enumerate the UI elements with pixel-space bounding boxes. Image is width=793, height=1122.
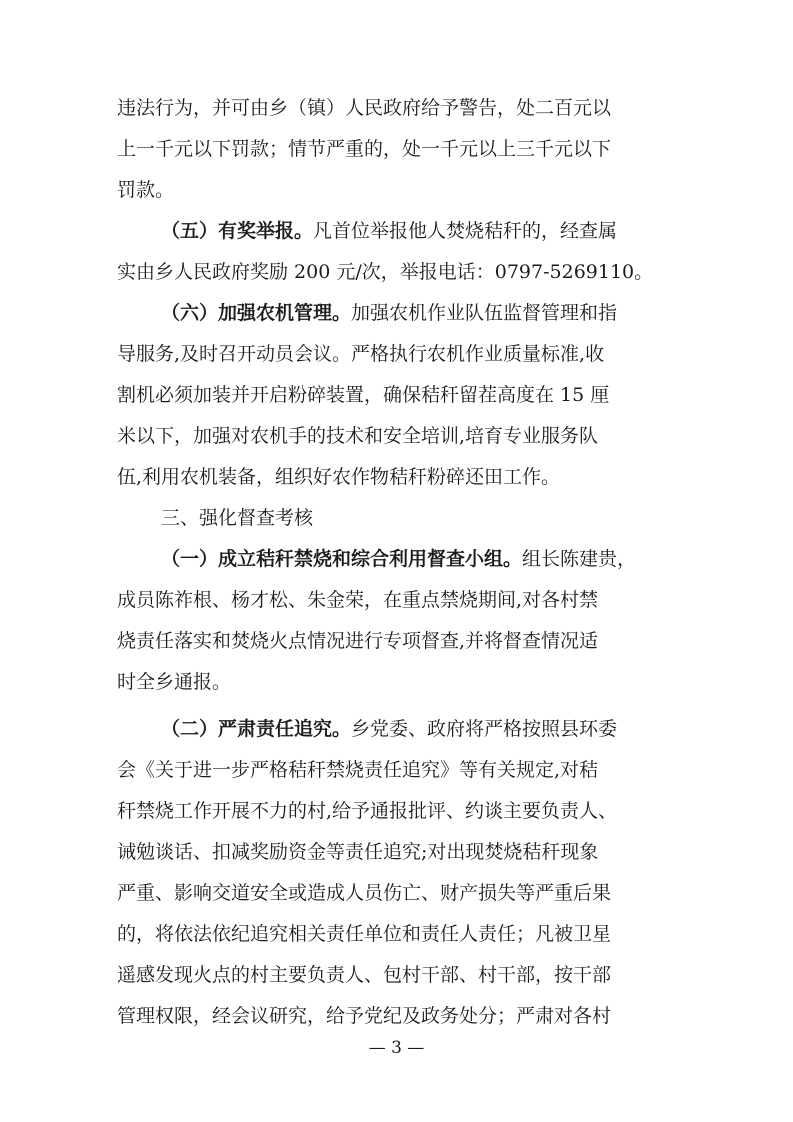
text-line: 罚款。 xyxy=(117,179,175,201)
text-line: 的，将依法依纪追究相关责任单位和责任人责任；凡被卫星 xyxy=(117,923,612,945)
text-line: 导服务,及时召开动员会议。严格执行农机作业质量标准,收 xyxy=(117,343,605,365)
item-label: （二）严肃责任追究。 xyxy=(161,718,352,740)
paragraph-item-6 xyxy=(117,293,697,498)
paragraph-item-5 xyxy=(117,211,697,293)
text-line: 实由乡人民政府奖励 200 元/次，举报电话：0797-5269110。 xyxy=(117,261,654,283)
item-text: 乡党委、政府将严格按照县环委 xyxy=(351,718,618,740)
text-line: 会《关于进一步严格秸秆禁烧责任追究》等有关规定,对秸 xyxy=(117,759,599,781)
item-text: 凡首位举报他人焚烧秸秆的，经查属 xyxy=(313,220,618,242)
text-line: 违法行为，并可由乡（镇）人民政府给予警告，处二百元以 xyxy=(117,97,612,119)
text-line: 诫勉谈话、扣减奖励资金等责任追究;对出现焚烧秸秆现象 xyxy=(117,841,599,863)
text-line xyxy=(117,709,697,750)
paragraph-item-3-2 xyxy=(117,709,697,1037)
text-line: 管理权限，经会议研究，给予党纪及政务处分；严肃对各村 xyxy=(117,1005,612,1027)
text-line xyxy=(117,539,697,580)
item-text: 加强农机作业队伍监督管理和指 xyxy=(351,302,618,324)
section-heading: 三、强化督查考核 xyxy=(161,507,314,529)
item-label: （六）加强农机管理。 xyxy=(161,302,352,324)
text-line: 成员陈祚根、杨才松、朱金荣，在重点禁烧期间,对各村禁 xyxy=(117,589,599,611)
item-text: 组长陈建贵， xyxy=(522,548,637,570)
text-line xyxy=(117,211,697,252)
text-line: 上一千元以下罚款；情节严重的，处一千元以上三千元以下 xyxy=(117,138,612,160)
text-line: 秆禁烧工作开展不力的村,给予通报批评、约谈主要负责人、 xyxy=(117,800,618,822)
paragraph-item-3-1 xyxy=(117,539,697,703)
paragraph-continuation xyxy=(117,88,697,211)
text-line: 米以下，加强对农机手的技术和安全培训,培育专业服务队 xyxy=(117,425,599,447)
item-label: （五）有奖举报。 xyxy=(161,220,314,242)
text-line: 遥感发现火点的村主要负责人、包村干部、村干部，按干部 xyxy=(117,964,612,986)
text-line: 割机必须加装并开启粉碎装置，确保秸秆留茬高度在 15 厘 xyxy=(117,384,610,406)
document-page xyxy=(117,88,697,1037)
text-line: 烧责任落实和焚烧火点情况进行专项督查,并将督查情况适 xyxy=(117,630,599,652)
text-line: 时全乡通报。 xyxy=(117,671,232,693)
item-label: （一）成立秸秆禁烧和综合利用督查小组。 xyxy=(161,548,523,570)
page-number: — 3 — xyxy=(368,1038,425,1058)
text-line: 严重、影响交道安全或造成人员伤亡、财产损失等严重后果 xyxy=(117,882,612,904)
text-line: 伍,利用农机装备，组织好农作物秸秆粉碎还田工作。 xyxy=(117,466,561,488)
text-line xyxy=(117,293,697,334)
